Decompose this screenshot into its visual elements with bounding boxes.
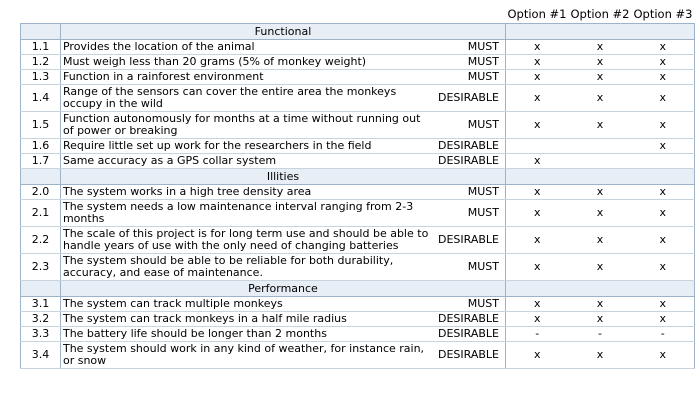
requirement-id: 1.2 bbox=[21, 55, 61, 70]
options-header-row bbox=[21, 5, 695, 24]
requirement-row bbox=[21, 154, 695, 169]
requirement-level: MUST bbox=[436, 200, 506, 227]
requirement-description: The battery life should be longer than 2 months bbox=[60, 327, 436, 342]
option-1-mark: x bbox=[505, 55, 568, 70]
requirement-level: DESIRABLE bbox=[436, 139, 506, 154]
requirement-description: The system should be able to be reliable for both durability, accuracy, and ease of maintenance. bbox=[60, 254, 436, 281]
requirement-row bbox=[21, 85, 695, 112]
option-1-mark: - bbox=[505, 327, 568, 342]
section-title: Performance bbox=[60, 281, 505, 297]
option-2-mark: x bbox=[568, 85, 631, 112]
option-3-mark: x bbox=[631, 70, 694, 85]
section-spacer bbox=[505, 281, 694, 297]
option-2-mark bbox=[568, 154, 631, 169]
requirement-level: MUST bbox=[436, 297, 506, 312]
requirement-description: The system works in a high tree density area bbox=[60, 185, 436, 200]
section-spacer bbox=[21, 281, 61, 297]
option-3-mark: x bbox=[631, 254, 694, 281]
option-1-mark: x bbox=[505, 185, 568, 200]
option-3-mark: x bbox=[631, 297, 694, 312]
option-1-mark: x bbox=[505, 312, 568, 327]
option-3-mark: x bbox=[631, 185, 694, 200]
option-2-mark: - bbox=[568, 327, 631, 342]
option-3-mark: x bbox=[631, 112, 694, 139]
requirements-body bbox=[21, 24, 695, 369]
requirement-id: 1.3 bbox=[21, 70, 61, 85]
requirement-level: DESIRABLE bbox=[436, 227, 506, 254]
requirement-id: 3.4 bbox=[21, 342, 61, 369]
option-3-mark: x bbox=[631, 342, 694, 369]
option-1-mark: x bbox=[505, 70, 568, 85]
section-spacer bbox=[21, 24, 61, 40]
section-spacer bbox=[505, 24, 694, 40]
requirement-level: MUST bbox=[436, 70, 506, 85]
requirement-level: MUST bbox=[436, 112, 506, 139]
header-spacer bbox=[436, 5, 506, 24]
requirement-id: 2.0 bbox=[21, 185, 61, 200]
option-2-header: Option #2 bbox=[570, 7, 630, 21]
option-2-mark: x bbox=[568, 200, 631, 227]
option-2-mark: x bbox=[568, 227, 631, 254]
option-2-mark: x bbox=[568, 312, 631, 327]
requirement-description: The system needs a low maintenance interval ranging from 2-3 months bbox=[60, 200, 436, 227]
requirement-description: Same accuracy as a GPS collar system bbox=[60, 154, 436, 169]
option-1-mark bbox=[505, 139, 568, 154]
option-1-mark: x bbox=[505, 227, 568, 254]
requirement-row bbox=[21, 139, 695, 154]
option-2-mark bbox=[568, 139, 631, 154]
requirement-description: The system can track multiple monkeys bbox=[60, 297, 436, 312]
option-3-mark: x bbox=[631, 40, 694, 55]
option-3-mark: x bbox=[631, 312, 694, 327]
requirement-id: 1.1 bbox=[21, 40, 61, 55]
option-1-mark: x bbox=[505, 342, 568, 369]
option-3-mark bbox=[631, 154, 694, 169]
option-3-mark: x bbox=[631, 139, 694, 154]
option-3-mark: x bbox=[631, 85, 694, 112]
requirement-id: 3.2 bbox=[21, 312, 61, 327]
requirement-description: Require little set up work for the researchers in the field bbox=[60, 139, 436, 154]
requirement-level: DESIRABLE bbox=[436, 312, 506, 327]
requirement-id: 2.2 bbox=[21, 227, 61, 254]
header-spacer bbox=[21, 5, 61, 24]
requirement-id: 2.3 bbox=[21, 254, 61, 281]
option-1-mark: x bbox=[505, 200, 568, 227]
option-2-mark: x bbox=[568, 185, 631, 200]
requirement-row bbox=[21, 227, 695, 254]
header-spacer bbox=[60, 5, 436, 24]
requirement-id: 1.6 bbox=[21, 139, 61, 154]
section-spacer bbox=[21, 169, 61, 185]
section-title: Illities bbox=[60, 169, 505, 185]
section-header-row bbox=[21, 24, 695, 40]
requirement-description: The system should work in any kind of weather, for instance rain, or snow bbox=[60, 342, 436, 369]
requirement-id: 3.1 bbox=[21, 297, 61, 312]
requirement-row bbox=[21, 55, 695, 70]
option-3-mark: x bbox=[631, 200, 694, 227]
option-2-mark: x bbox=[568, 55, 631, 70]
requirement-level: DESIRABLE bbox=[436, 154, 506, 169]
option-2-mark: x bbox=[568, 70, 631, 85]
option-1-mark: x bbox=[505, 297, 568, 312]
option-1-mark: x bbox=[505, 154, 568, 169]
option-1-mark: x bbox=[505, 40, 568, 55]
option-1-mark: x bbox=[505, 112, 568, 139]
section-header-row bbox=[21, 281, 695, 297]
requirement-id: 3.3 bbox=[21, 327, 61, 342]
requirements-table bbox=[20, 5, 695, 369]
section-title: Functional bbox=[60, 24, 505, 40]
requirement-id: 2.1 bbox=[21, 200, 61, 227]
requirement-row bbox=[21, 327, 695, 342]
requirement-level: DESIRABLE bbox=[436, 327, 506, 342]
requirement-level: DESIRABLE bbox=[436, 342, 506, 369]
requirement-description: Function autonomously for months at a time without running out of power or breaking bbox=[60, 112, 436, 139]
requirement-description: Must weigh less than 20 grams (5% of monkey weight) bbox=[60, 55, 436, 70]
requirement-row bbox=[21, 254, 695, 281]
option-1-header: Option #1 bbox=[507, 7, 567, 21]
requirement-row bbox=[21, 297, 695, 312]
requirement-level: MUST bbox=[436, 185, 506, 200]
option-2-mark: x bbox=[568, 297, 631, 312]
requirement-row bbox=[21, 185, 695, 200]
option-3-mark: x bbox=[631, 55, 694, 70]
section-spacer bbox=[505, 169, 694, 185]
requirement-id: 1.4 bbox=[21, 85, 61, 112]
section-header-row bbox=[21, 169, 695, 185]
option-2-mark: x bbox=[568, 112, 631, 139]
requirement-row bbox=[21, 112, 695, 139]
requirement-row bbox=[21, 312, 695, 327]
requirement-level: MUST bbox=[436, 254, 506, 281]
requirement-level: DESIRABLE bbox=[436, 85, 506, 112]
requirement-description: Function in a rainforest environment bbox=[60, 70, 436, 85]
option-2-mark: x bbox=[568, 40, 631, 55]
requirement-id: 1.7 bbox=[21, 154, 61, 169]
requirement-row bbox=[21, 200, 695, 227]
option-3-header: Option #3 bbox=[633, 7, 693, 21]
requirement-description: The scale of this project is for long term use and should be able to handle years of use with the only need of changing batteries bbox=[60, 227, 436, 254]
requirement-description: Provides the location of the animal bbox=[60, 40, 436, 55]
requirement-row bbox=[21, 40, 695, 55]
requirement-level: MUST bbox=[436, 55, 506, 70]
requirement-description: The system can track monkeys in a half mile radius bbox=[60, 312, 436, 327]
requirement-level: MUST bbox=[436, 40, 506, 55]
option-2-mark: x bbox=[568, 254, 631, 281]
requirement-description: Range of the sensors can cover the entire area the monkeys occupy in the wild bbox=[60, 85, 436, 112]
requirement-row bbox=[21, 342, 695, 369]
option-3-mark: x bbox=[631, 227, 694, 254]
requirement-id: 1.5 bbox=[21, 112, 61, 139]
option-1-mark: x bbox=[505, 254, 568, 281]
requirement-row bbox=[21, 70, 695, 85]
option-2-mark: x bbox=[568, 342, 631, 369]
option-1-mark: x bbox=[505, 85, 568, 112]
option-3-mark: - bbox=[631, 327, 694, 342]
